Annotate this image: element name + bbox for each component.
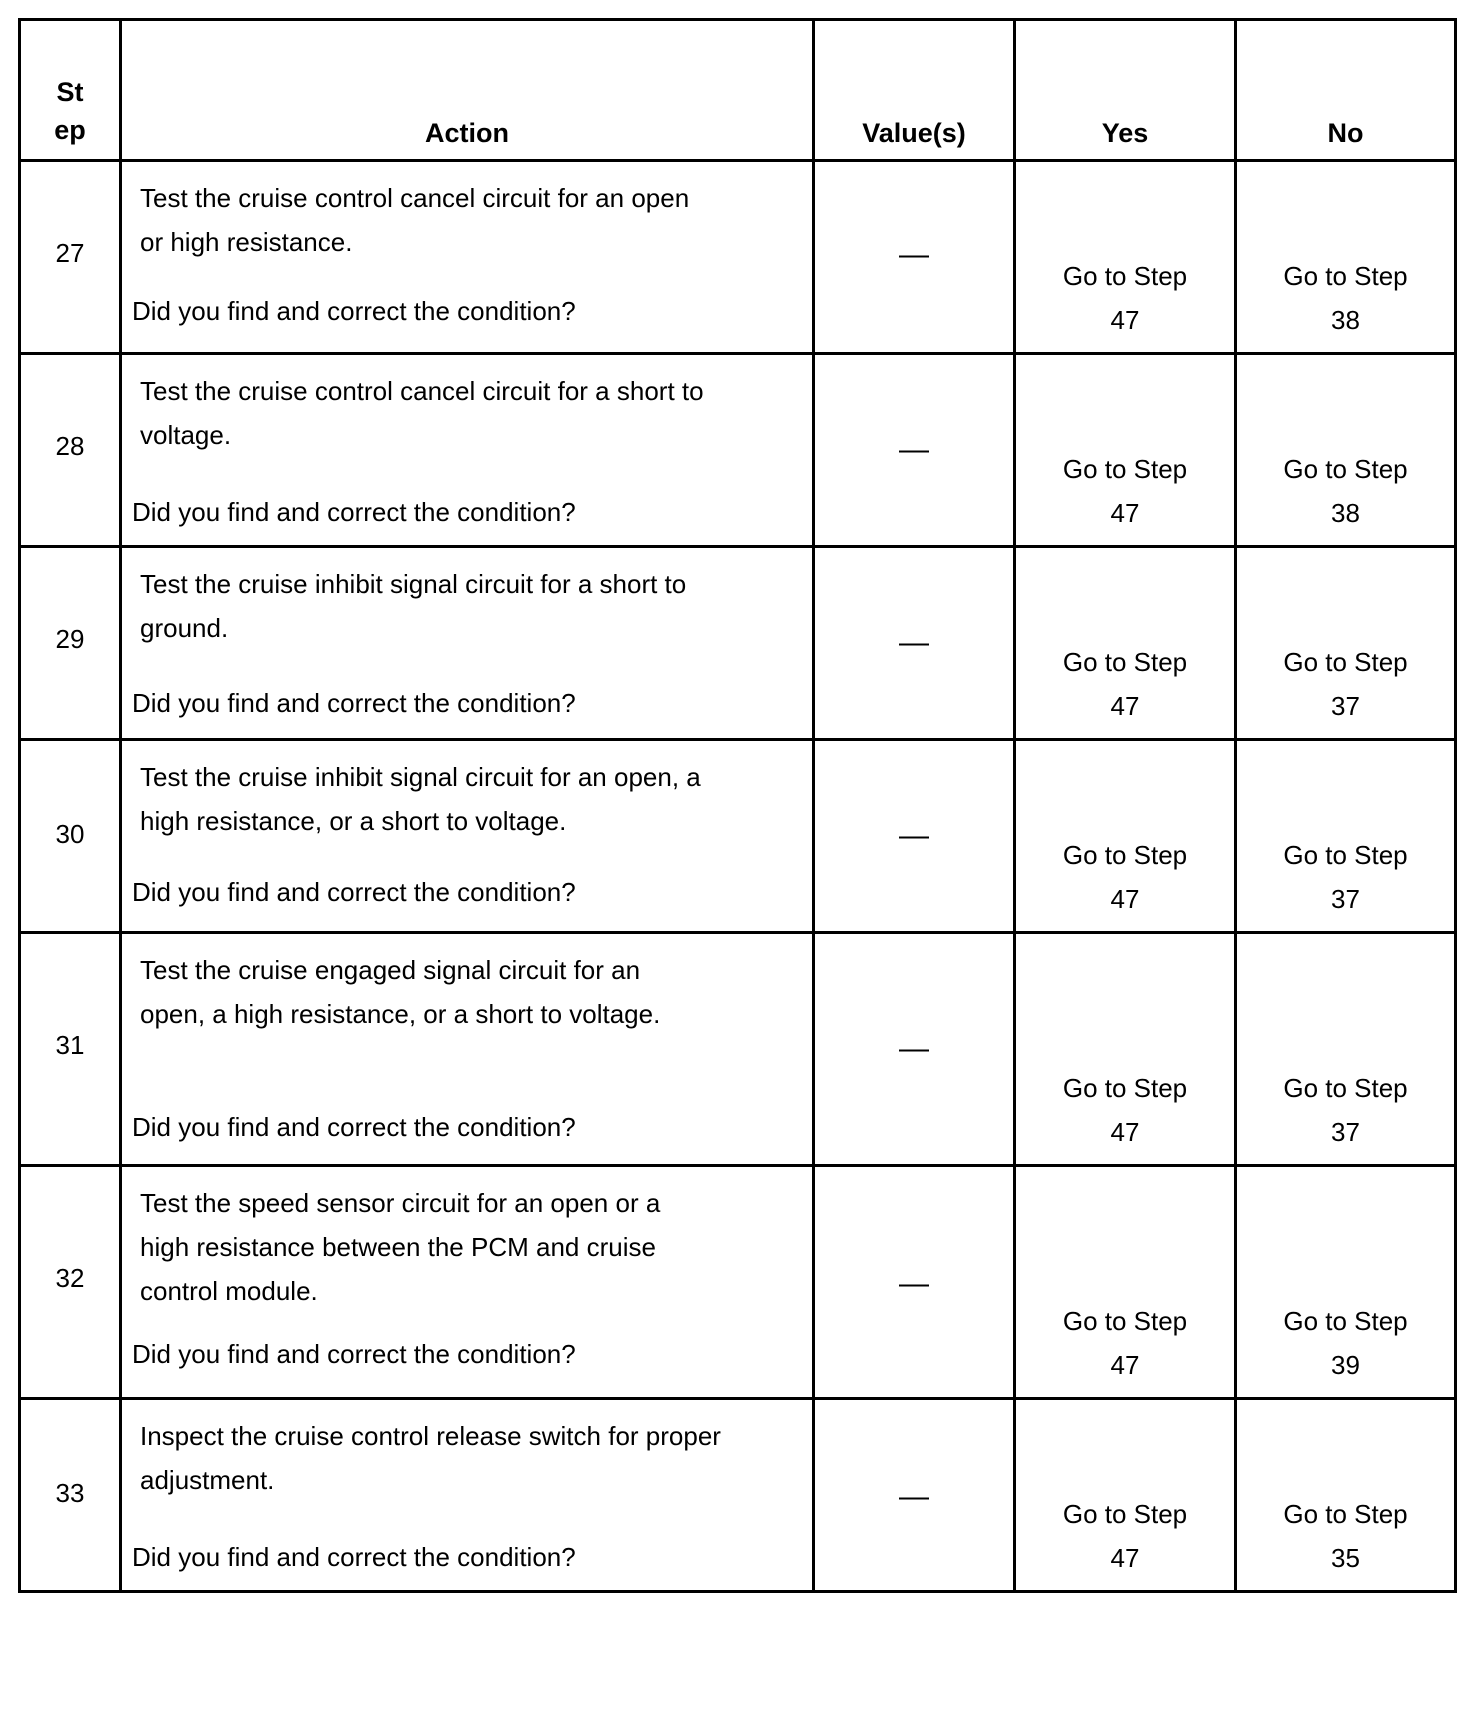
- no-cell: [1236, 1399, 1456, 1592]
- value-text: —: [899, 238, 929, 271]
- step-cell: [20, 740, 121, 933]
- action-question: Did you find and correct the condition?: [132, 877, 576, 907]
- yes-goto: [1016, 833, 1234, 921]
- action-instruction: [140, 562, 802, 650]
- yes-goto-label: Go to Step: [1062, 261, 1188, 291]
- action-question: Did you find and correct the condition?: [132, 1542, 576, 1572]
- action-cell: [121, 933, 814, 1166]
- step-cell: [20, 1166, 121, 1399]
- action-line: Inspect the cruise control release switch for proper: [140, 1421, 721, 1451]
- action-cell: [121, 547, 814, 740]
- yes-goto-label: Go to Step: [1062, 840, 1188, 870]
- table-row: [20, 1166, 1456, 1399]
- action-line: Test the cruise inhibit signal circuit for a short to: [140, 569, 687, 599]
- yes-goto-label: Go to Step: [1062, 1306, 1188, 1336]
- no-cell: [1236, 354, 1456, 547]
- action-line: open, a high resistance, or a short to voltage.: [140, 999, 661, 1029]
- yes-goto-step: 47: [1110, 498, 1140, 528]
- step-number: 32: [55, 1263, 85, 1293]
- action-line: or high resistance.: [140, 227, 353, 257]
- header-row: [20, 20, 1456, 161]
- table-row: [20, 933, 1456, 1166]
- action-line: adjustment.: [140, 1465, 275, 1495]
- header-step-line2: ep: [54, 115, 86, 145]
- value-cell: [814, 1166, 1015, 1399]
- action-cell: [121, 161, 814, 354]
- header-action: Action: [121, 20, 814, 161]
- action-question: Did you find and correct the condition?: [132, 497, 576, 527]
- action-line: Test the speed sensor circuit for an open or a: [140, 1188, 661, 1218]
- action-line: Test the cruise inhibit signal circuit for an open, a: [140, 762, 701, 792]
- action-instruction: [140, 755, 802, 843]
- no-goto: [1237, 1299, 1454, 1387]
- action-question: Did you find and correct the condition?: [132, 1339, 576, 1369]
- value-cell: [814, 740, 1015, 933]
- action-cell: [121, 1166, 814, 1399]
- action-line: Test the cruise engaged signal circuit for an: [140, 955, 641, 985]
- action-line: high resistance, or a short to voltage.: [140, 806, 567, 836]
- no-goto-step: 37: [1331, 691, 1360, 721]
- header-no: No: [1236, 20, 1456, 161]
- action-question: Did you find and correct the condition?: [132, 1112, 576, 1142]
- no-goto: [1237, 833, 1454, 921]
- action-cell: [121, 354, 814, 547]
- action-instruction: [140, 948, 802, 1036]
- no-goto-step: 35: [1331, 1543, 1360, 1573]
- no-cell: [1236, 740, 1456, 933]
- no-goto-label: Go to Step: [1283, 1306, 1408, 1336]
- yes-goto-step: 47: [1110, 1117, 1140, 1147]
- no-goto: [1237, 1492, 1454, 1580]
- header-step-line1: St: [56, 77, 84, 107]
- step-cell: [20, 1399, 121, 1592]
- action-line: high resistance between the PCM and cruise: [140, 1232, 656, 1262]
- action-instruction: [140, 176, 802, 264]
- no-goto-label: Go to Step: [1283, 261, 1408, 291]
- no-goto: [1237, 1066, 1454, 1154]
- no-cell: [1236, 547, 1456, 740]
- action-instruction: [140, 369, 802, 457]
- yes-goto-step: 47: [1110, 1543, 1140, 1573]
- no-goto: [1237, 447, 1454, 535]
- step-number: 30: [55, 819, 85, 849]
- table-row: [20, 1399, 1456, 1592]
- no-goto-label: Go to Step: [1283, 840, 1408, 870]
- yes-goto-label: Go to Step: [1062, 1499, 1188, 1529]
- no-goto-label: Go to Step: [1283, 1073, 1408, 1103]
- table-row: [20, 547, 1456, 740]
- step-cell: [20, 547, 121, 740]
- step-number: 31: [55, 1030, 85, 1060]
- yes-cell: [1015, 354, 1236, 547]
- yes-goto: [1016, 1299, 1234, 1387]
- action-cell: [121, 1399, 814, 1592]
- value-cell: [814, 547, 1015, 740]
- yes-goto: [1016, 640, 1234, 728]
- yes-goto: [1016, 1492, 1234, 1580]
- yes-cell: [1015, 161, 1236, 354]
- step-number: 28: [55, 431, 85, 461]
- no-goto-step: 38: [1331, 498, 1360, 528]
- action-cell: [121, 740, 814, 933]
- no-cell: [1236, 161, 1456, 354]
- yes-cell: [1015, 547, 1236, 740]
- yes-goto-step: 47: [1110, 884, 1140, 914]
- yes-goto-step: 47: [1110, 305, 1140, 335]
- action-line: voltage.: [140, 420, 232, 450]
- value-text: —: [899, 1480, 929, 1513]
- action-line: Test the cruise control cancel circuit for a short to: [140, 376, 704, 406]
- value-text: —: [899, 819, 929, 852]
- step-number: 29: [55, 624, 85, 654]
- no-goto-step: 37: [1331, 1117, 1360, 1147]
- no-cell: [1236, 1166, 1456, 1399]
- value-text: —: [899, 433, 929, 466]
- yes-cell: [1015, 740, 1236, 933]
- yes-cell: [1015, 1399, 1236, 1592]
- action-question: Did you find and correct the condition?: [132, 296, 576, 326]
- yes-goto-step: 47: [1110, 691, 1140, 721]
- yes-goto-step: 47: [1110, 1350, 1140, 1380]
- yes-goto-label: Go to Step: [1062, 454, 1188, 484]
- no-goto: [1237, 254, 1454, 342]
- no-goto: [1237, 640, 1454, 728]
- action-instruction: [140, 1181, 802, 1313]
- action-question: Did you find and correct the condition?: [132, 688, 576, 718]
- no-goto-label: Go to Step: [1283, 647, 1408, 677]
- yes-cell: [1015, 1166, 1236, 1399]
- value-cell: [814, 161, 1015, 354]
- value-text: —: [899, 626, 929, 659]
- no-goto-label: Go to Step: [1283, 454, 1408, 484]
- action-line: ground.: [140, 613, 229, 643]
- yes-goto: [1016, 1066, 1234, 1154]
- no-goto-label: Go to Step: [1283, 1499, 1408, 1529]
- table-row: [20, 740, 1456, 933]
- yes-goto-label: Go to Step: [1062, 647, 1188, 677]
- step-cell: [20, 933, 121, 1166]
- table-row: [20, 354, 1456, 547]
- step-cell: [20, 354, 121, 547]
- diagnostic-table: [18, 18, 1457, 1593]
- action-line: control module.: [140, 1276, 318, 1306]
- header-values: Value(s): [814, 20, 1015, 161]
- action-instruction: [140, 1414, 802, 1502]
- yes-cell: [1015, 933, 1236, 1166]
- step-number: 33: [55, 1478, 85, 1508]
- yes-goto-label: Go to Step: [1062, 1073, 1188, 1103]
- table-row: [20, 161, 1456, 354]
- no-cell: [1236, 933, 1456, 1166]
- header-yes: Yes: [1015, 20, 1236, 161]
- step-number: 27: [55, 238, 85, 268]
- action-line: Test the cruise control cancel circuit for an open: [140, 183, 690, 213]
- no-goto-step: 37: [1331, 884, 1360, 914]
- value-cell: [814, 933, 1015, 1166]
- yes-goto: [1016, 447, 1234, 535]
- no-goto-step: 39: [1331, 1350, 1360, 1380]
- step-cell: [20, 161, 121, 354]
- header-step: [20, 20, 121, 161]
- value-cell: [814, 1399, 1015, 1592]
- value-text: —: [899, 1267, 929, 1300]
- value-cell: [814, 354, 1015, 547]
- value-text: —: [899, 1032, 929, 1065]
- no-goto-step: 38: [1331, 305, 1360, 335]
- yes-goto: [1016, 254, 1234, 342]
